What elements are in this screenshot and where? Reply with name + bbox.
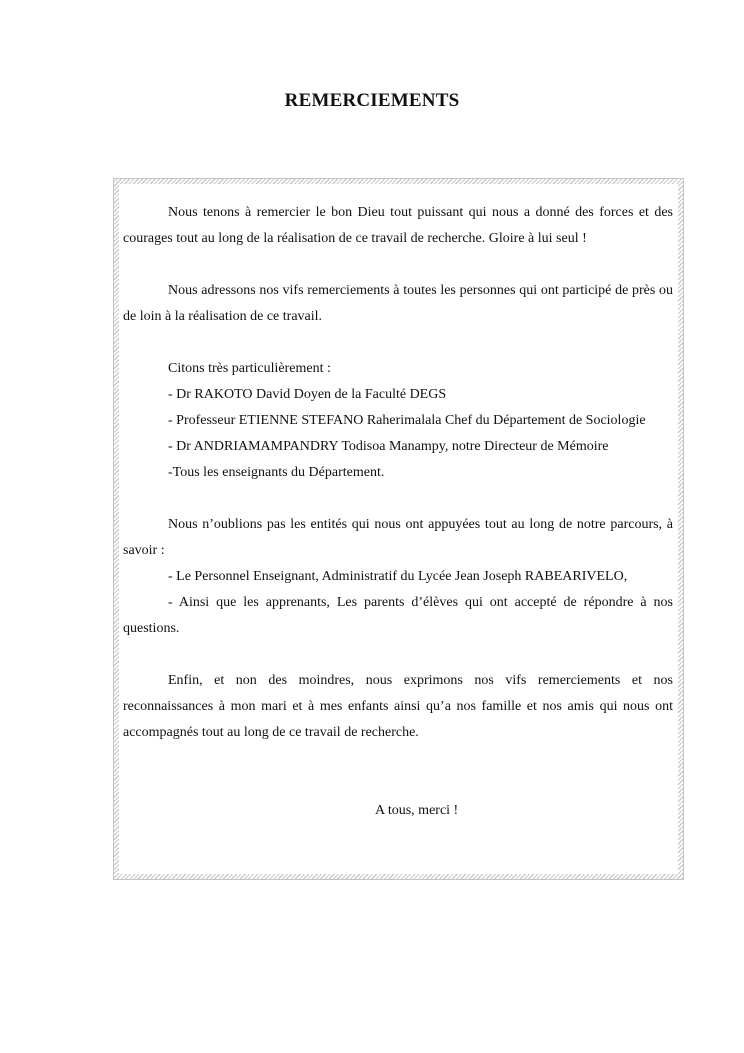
particular-item-chef-departement: - Professeur ETIENNE STEFANO Raherimalala Chef du Département de Sociologie	[168, 413, 646, 428]
page-title: REMERCIEMENTS	[284, 90, 460, 111]
paragraph-spacer	[123, 252, 673, 278]
closing-line: A tous, merci !	[375, 803, 459, 818]
paragraph-spacer	[123, 486, 673, 512]
paragraph-spacer	[123, 642, 673, 668]
particular-item-enseignants: -Tous les enseignants du Département.	[168, 465, 385, 480]
particular-heading: Citons très particulièrement :	[168, 361, 331, 376]
entities-item-personnel: - Le Personnel Enseignant, Administratif du Lycée Jean Joseph RABEARIVELO,	[168, 569, 628, 584]
paragraph-spacer	[123, 746, 673, 798]
entities-intro-paragraph: Nous n’oublions pas les entités qui nous ont appuyées tout au long de notre parcours, à savoir :	[123, 517, 673, 558]
particular-item-doyen: - Dr RAKOTO David Doyen de la Faculté DEGS	[168, 387, 447, 402]
family-paragraph: Enfin, et non des moindres, nous exprimons nos vifs remerciements et nos reconnaissances à mon mari et à mes enfants ainsi qu’a nos famille et nos amis qui nous ont accompagnés tout au long de ce travail de recherche.	[123, 673, 673, 740]
paragraph-spacer	[123, 330, 673, 356]
acknowledgements-body	[123, 200, 673, 824]
intro-paragraph: Nous tenons à remercier le bon Dieu tout puissant qui nous a donné des forces et des courages tout au long de la réalisation de ce travail de recherche. Gloire à lui seul !	[123, 205, 673, 246]
entities-item-apprenants: - Ainsi que les apprenants, Les parents d’élèves qui ont accepté de répondre à nos questions.	[123, 595, 673, 636]
thanks-all-paragraph: Nous adressons nos vifs remerciements à toutes les personnes qui ont participé de près ou de loin à la réalisation de ce travail.	[123, 283, 673, 324]
particular-item-directeur-memoire: - Dr ANDRIAMAMPANDRY Todisoa Manampy, notre Directeur de Mémoire	[168, 439, 609, 454]
